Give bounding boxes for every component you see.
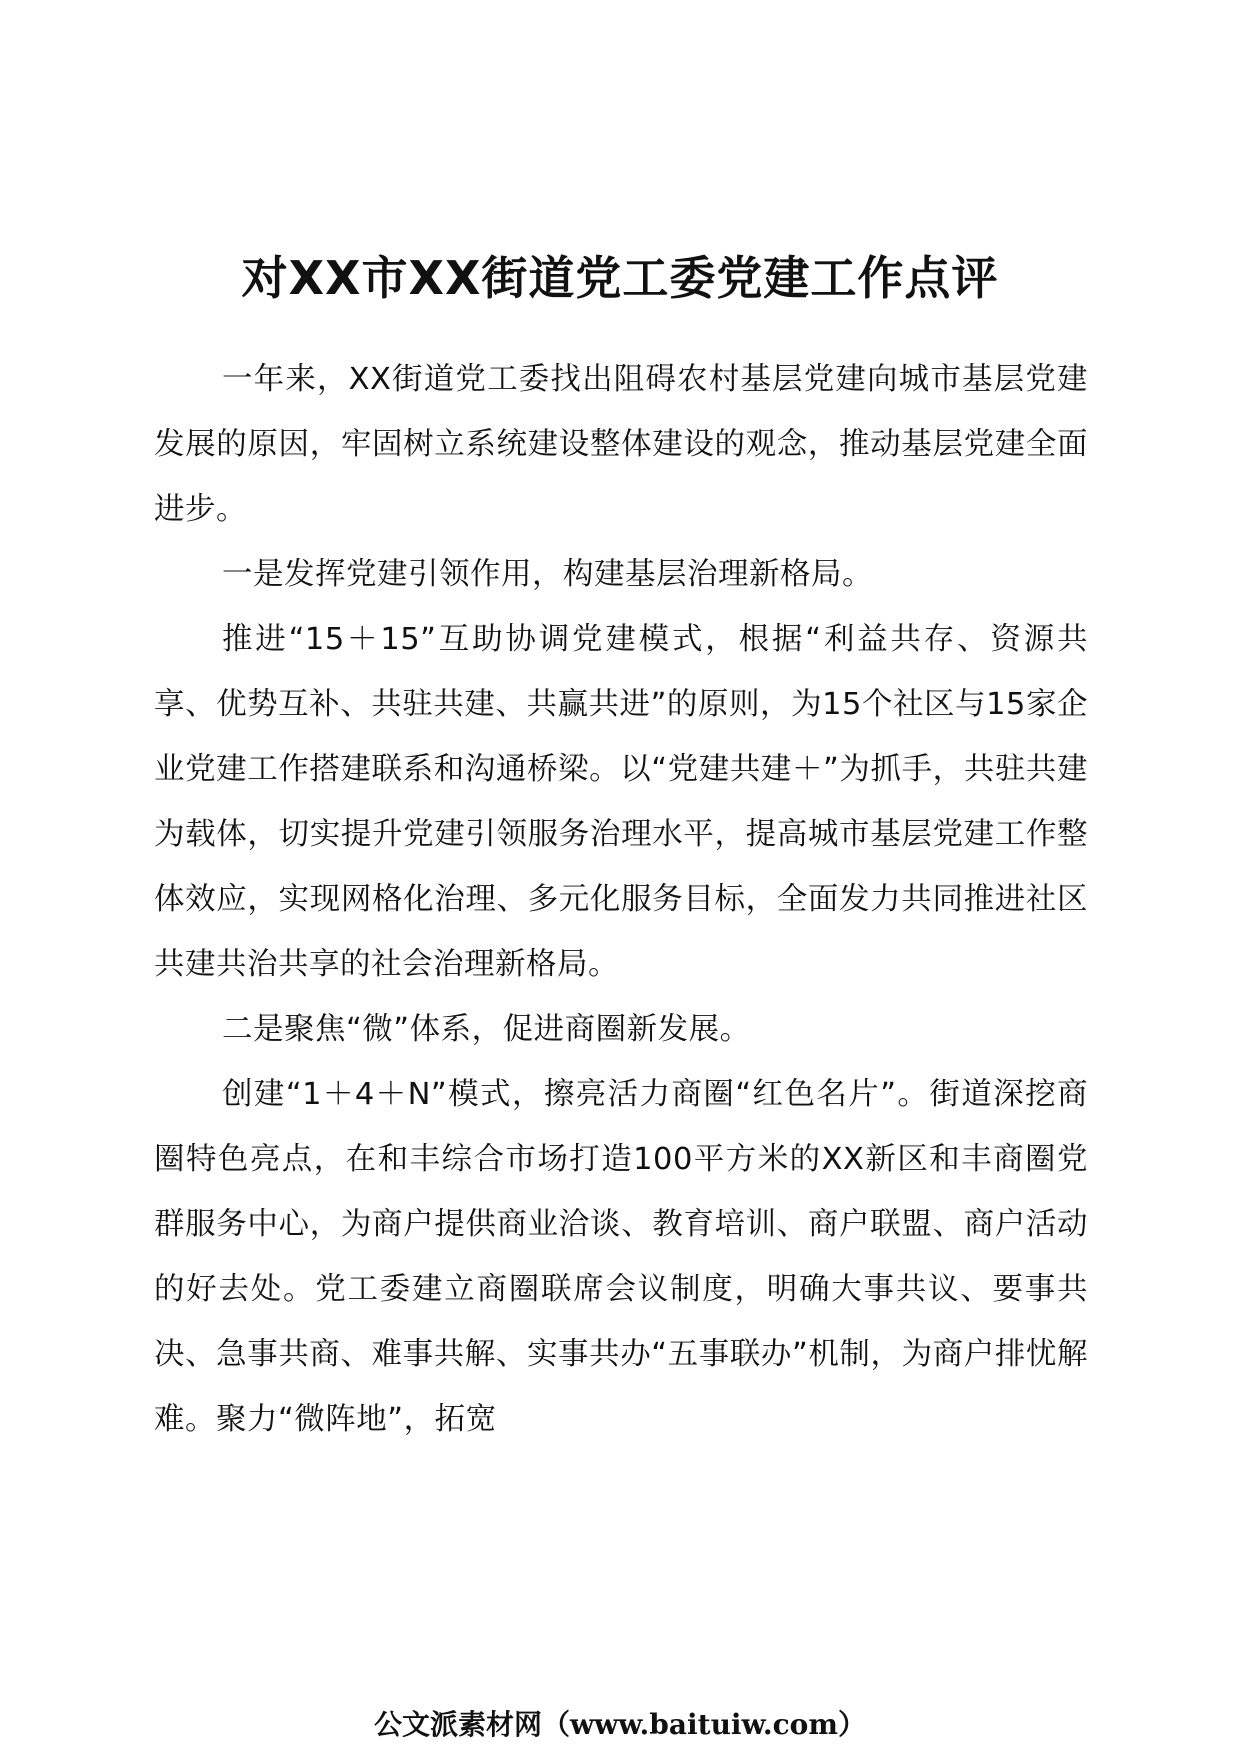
paragraph-body-1: 推进“15＋15”互助协调党建模式，根据“利益共存、资源共享、优势互补、共驻共建、共赢共进”的原则，为15个社区与15家企业党建工作搭建联系和沟通桥梁。以“党建共建＋”为抓手，共驻共建为载体，切实提升党建引领服务治理水平，提高城市基层党建工作整体效应，实现网格化治理、多元化服务目标，全面发力共同推进社区共建共治共享的社会治理新格局。 xyxy=(154,622,1088,982)
document-title: 对XX市XX街道党工委党建工作点评 xyxy=(241,251,999,305)
footer-watermark: 公文派素材网（www.baituiw.com） xyxy=(374,1708,866,1741)
paragraph-heading-2: 二是聚焦“微”体系，促进商圈新发展。 xyxy=(222,1012,751,1047)
paragraph-intro: 一年来，XX街道党工委找出阻碍农村基层党建向城市基层党建发展的原因，牢固树立系统建设整体建设的观念，推动基层党建全面进步。 xyxy=(154,362,1088,527)
paragraph-heading-1: 一是发挥党建引领作用，构建基层治理新格局。 xyxy=(222,557,873,592)
paragraph-body-2: 创建“1＋4＋N”模式，擦亮活力商圈“红色名片”。街道深挖商圈特色亮点，在和丰综合市场打造100平方米的XX新区和丰商圈党群服务中心，为商户提供商业洽谈、教育培训、商户联盟、商户活动的好去处。党工委建立商圈联席会议制度，明确大事共议、要事共决、急事共商、难事共解、实事共办“五事联办”机制，为商户排忧解难。聚力“微阵地”，拓宽 xyxy=(154,1077,1088,1437)
document-body xyxy=(154,347,1088,1452)
